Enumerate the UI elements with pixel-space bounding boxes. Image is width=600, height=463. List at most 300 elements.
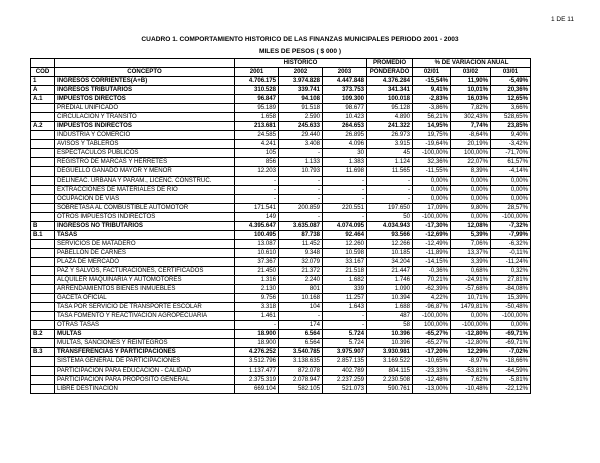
header-concepto: CONCEPTO xyxy=(55,68,235,77)
table-row xyxy=(31,303,531,312)
table-row xyxy=(31,312,531,321)
row-value-2001: 213.681 xyxy=(235,122,279,131)
row-var-02-01: -13,00% xyxy=(413,384,451,393)
row-value-2002: 94.108 xyxy=(279,95,323,104)
row-promedio: 11.565 xyxy=(367,167,413,176)
row-concept: ESPECTACULOS PUBLICOS xyxy=(55,149,235,158)
row-concept: PARTICIPACIÓN PARA PROPÓSITO GENERAL xyxy=(55,375,235,384)
row-concept: TASAS xyxy=(55,230,235,239)
row-var-02-01: -17,20% xyxy=(413,348,451,357)
header-cod: COD xyxy=(31,68,55,77)
row-code: A xyxy=(31,86,55,95)
row-value-2002: 10.168 xyxy=(279,294,323,303)
row-value-2001: 2.130 xyxy=(235,285,279,294)
row-var-03-02: 7,82% xyxy=(451,104,491,113)
row-concept: MULTAS, SANCIONES Y REINTEGROS xyxy=(55,339,235,348)
row-var-02-01: -23,33% xyxy=(413,366,451,375)
row-code xyxy=(31,104,55,113)
row-var-03-02: 12,29% xyxy=(451,348,491,357)
row-var-03-01: 0,00% xyxy=(491,185,531,194)
row-concept: PARTICIPACION PARA EDUCACIÓN - CALIDAD xyxy=(55,366,235,375)
row-value-2001: - xyxy=(235,176,279,185)
row-value-2001: 10.610 xyxy=(235,248,279,257)
row-code xyxy=(31,185,55,194)
table-row xyxy=(31,167,531,176)
table-row xyxy=(31,357,531,366)
row-value-2003: 339 xyxy=(323,285,367,294)
row-value-2002: 2.590 xyxy=(279,113,323,122)
row-value-2003: 1.682 xyxy=(323,276,367,285)
row-var-03-01: 3,66% xyxy=(491,104,531,113)
row-value-2003: 26.895 xyxy=(323,131,367,140)
table-row xyxy=(31,95,531,104)
row-code xyxy=(31,384,55,393)
row-var-02-01: -19,64% xyxy=(413,140,451,149)
row-code xyxy=(31,294,55,303)
row-concept: ALQUILER MAQUINARIA Y AUTOMOTORES xyxy=(55,276,235,285)
row-var-02-01: 56,21% xyxy=(413,113,451,122)
table-row xyxy=(31,86,531,95)
table-row xyxy=(31,203,531,212)
row-code xyxy=(31,339,55,348)
row-code xyxy=(31,194,55,203)
row-concept: DEGUELLO GANADO MAYOR Y MENOR xyxy=(55,167,235,176)
row-var-03-02: -10,48% xyxy=(451,384,491,393)
row-promedio: 4.034.943 xyxy=(367,221,413,230)
row-var-03-02: 7,74% xyxy=(451,122,491,131)
table-row xyxy=(31,104,531,113)
row-var-03-02: 0,00% xyxy=(451,312,491,321)
row-value-2002: 6.564 xyxy=(279,330,323,339)
row-concept: LIBRE DESTINACIÓN xyxy=(55,384,235,393)
row-var-02-01: -3,86% xyxy=(413,104,451,113)
row-value-2003: 11.698 xyxy=(323,167,367,176)
row-var-03-01: -7,32% xyxy=(491,221,531,230)
table-row xyxy=(31,212,531,221)
row-var-03-02: 5,39% xyxy=(451,230,491,239)
row-concept: TRANSFERENCIAS Y PARTICIPACIONES xyxy=(55,348,235,357)
table-row xyxy=(31,266,531,275)
row-var-03-01: -69,71% xyxy=(491,339,531,348)
row-var-03-01: -5,49% xyxy=(491,77,531,86)
table-row xyxy=(31,77,531,86)
row-value-2002: 2.078.947 xyxy=(279,375,323,384)
header-blank-cod xyxy=(31,59,55,68)
row-var-02-01: -62,39% xyxy=(413,285,451,294)
table-title: CUADRO 1. COMPORTAMIENTO HISTORICO DE LAS FINANZAS MUNICIPALES PERIODO 2001 - 2003 xyxy=(141,36,459,43)
header-blank-concept xyxy=(55,59,235,68)
row-var-02-01: 9,41% xyxy=(413,86,451,95)
row-var-03-01: -5,81% xyxy=(491,375,531,384)
table-row xyxy=(31,122,531,131)
row-var-03-02: 1479,81% xyxy=(451,303,491,312)
row-var-03-01: -6,32% xyxy=(491,239,531,248)
row-value-2003: 109.300 xyxy=(323,95,367,104)
row-value-2001: 13.087 xyxy=(235,239,279,248)
table-row xyxy=(31,149,531,158)
row-promedio: 93.566 xyxy=(367,230,413,239)
row-var-03-02: -100,00% xyxy=(451,321,491,330)
row-concept: PABELLÓN DE CARNES xyxy=(55,248,235,257)
row-var-03-01: -100,00% xyxy=(491,212,531,221)
table-row xyxy=(31,339,531,348)
row-value-2003: 4.074.095 xyxy=(323,221,367,230)
header-var-03-02: 03/02 xyxy=(451,68,491,77)
row-value-2003: 4.447.848 xyxy=(323,77,367,86)
row-var-03-01: -50,48% xyxy=(491,303,531,312)
row-value-2003: 5.724 xyxy=(323,339,367,348)
row-var-03-02: -8,64% xyxy=(451,131,491,140)
row-promedio: 21.447 xyxy=(367,266,413,275)
row-value-2002: 3.974.828 xyxy=(279,77,323,86)
row-code: B xyxy=(31,221,55,230)
row-value-2002: - xyxy=(279,185,323,194)
row-code xyxy=(31,131,55,140)
table-row xyxy=(31,158,531,167)
row-value-2003: 4.096 xyxy=(323,140,367,149)
table-row xyxy=(31,348,531,357)
row-value-2001: 37.367 xyxy=(235,257,279,266)
row-promedio: 3.915 xyxy=(367,140,413,149)
row-code xyxy=(31,357,55,366)
row-value-2001: 18.900 xyxy=(235,339,279,348)
row-promedio: - xyxy=(367,176,413,185)
row-value-2003: 2.237.259 xyxy=(323,375,367,384)
row-value-2001: - xyxy=(235,321,279,330)
row-promedio: 4.376.284 xyxy=(367,77,413,86)
row-value-2002: 801 xyxy=(279,285,323,294)
row-promedio: 26.973 xyxy=(367,131,413,140)
row-var-02-01: 14,95% xyxy=(413,122,451,131)
row-code xyxy=(31,321,55,330)
header-2002: 2002 xyxy=(279,68,323,77)
row-var-02-01: -12,48% xyxy=(413,375,451,384)
page-number: 1 DE 11 xyxy=(550,16,574,23)
row-value-2003: 10.423 xyxy=(323,113,367,122)
row-var-03-01: 0,00% xyxy=(491,194,531,203)
row-var-03-01: 15,39% xyxy=(491,294,531,303)
row-promedio: 241.322 xyxy=(367,122,413,131)
row-var-02-01: -96,87% xyxy=(413,303,451,312)
row-var-03-01: -69,71% xyxy=(491,330,531,339)
row-var-02-01: 100,00% xyxy=(413,321,451,330)
row-value-2002: - xyxy=(279,194,323,203)
row-value-2001: 18.900 xyxy=(235,330,279,339)
row-var-03-01: -7,02% xyxy=(491,348,531,357)
row-var-02-01: 70,21% xyxy=(413,276,451,285)
row-value-2002: 91.518 xyxy=(279,104,323,113)
row-value-2002: 3.540.785 xyxy=(279,348,323,357)
header-ponderado: PONDERADO xyxy=(367,68,413,77)
row-var-03-01: -71,70% xyxy=(491,149,531,158)
row-promedio: 590.761 xyxy=(367,384,413,393)
row-value-2001: - xyxy=(235,185,279,194)
table-row xyxy=(31,131,531,140)
row-value-2001: 4.241 xyxy=(235,140,279,149)
row-value-2003: 402.789 xyxy=(323,366,367,375)
row-var-03-02: -53,81% xyxy=(451,366,491,375)
table-row xyxy=(31,239,531,248)
row-value-2003: 21.518 xyxy=(323,266,367,275)
row-var-03-01: -100,00% xyxy=(491,312,531,321)
row-var-03-01: 28,57% xyxy=(491,203,531,212)
table-body xyxy=(31,77,531,394)
row-promedio: - xyxy=(367,194,413,203)
row-value-2002: 872.078 xyxy=(279,366,323,375)
row-value-2001: 1.461 xyxy=(235,312,279,321)
row-var-03-02: 10,01% xyxy=(451,86,491,95)
row-var-02-01: -2,83% xyxy=(413,95,451,104)
row-value-2003: - xyxy=(323,321,367,330)
row-code xyxy=(31,176,55,185)
row-value-2003: 1.643 xyxy=(323,303,367,312)
row-var-03-02: 0,00% xyxy=(451,212,491,221)
row-var-03-01: 23,85% xyxy=(491,122,531,131)
row-promedio: 10.394 xyxy=(367,294,413,303)
row-var-02-01: -15,54% xyxy=(413,77,451,86)
row-var-03-01: 528,65% xyxy=(491,113,531,122)
row-var-03-02: 22,07% xyxy=(451,158,491,167)
row-concept: DELINEAC. URBANA Y PARAM., LICENC. CONSTRUC. xyxy=(55,176,235,185)
row-value-2002: 1.133 xyxy=(279,158,323,167)
row-value-2001: 4.276.252 xyxy=(235,348,279,357)
row-var-03-02: -24,91% xyxy=(451,276,491,285)
row-value-2002: 2.240 xyxy=(279,276,323,285)
row-var-03-01: -18,66% xyxy=(491,357,531,366)
row-concept: EXTRACCIONES DE MATERIALES DE RIO xyxy=(55,185,235,194)
row-code: B.1 xyxy=(31,230,55,239)
row-concept: INDUSTRIA Y COMERCIO xyxy=(55,131,235,140)
header-var-02-01: 02/01 xyxy=(413,68,451,77)
row-var-02-01: -65,27% xyxy=(413,330,451,339)
row-var-03-01: 0,32% xyxy=(491,266,531,275)
row-promedio: 12.266 xyxy=(367,239,413,248)
row-promedio: 34.204 xyxy=(367,257,413,266)
row-promedio: 487 xyxy=(367,312,413,321)
row-value-2003: 521.073 xyxy=(323,384,367,393)
row-promedio: 804.115 xyxy=(367,366,413,375)
row-concept: OTROS IMPUESTOS INDIRECTOS xyxy=(55,212,235,221)
row-value-2001: 1.316 xyxy=(235,276,279,285)
row-value-2002: 174 xyxy=(279,321,323,330)
row-code xyxy=(31,312,55,321)
row-var-02-01: -17,30% xyxy=(413,221,451,230)
row-value-2002: 582.105 xyxy=(279,384,323,393)
row-value-2003: 5.724 xyxy=(323,330,367,339)
row-value-2001: 24.585 xyxy=(235,131,279,140)
row-value-2003: 264.653 xyxy=(323,122,367,131)
row-value-2001: 95.189 xyxy=(235,104,279,113)
row-value-2001: 105 xyxy=(235,149,279,158)
row-value-2001: 149 xyxy=(235,212,279,221)
row-concept: PLAZA DE MERCADO xyxy=(55,257,235,266)
row-concept: PAZ Y SALVOS, FACTURACIONES, CERTIFICADOS xyxy=(55,266,235,275)
row-promedio: 341.341 xyxy=(367,86,413,95)
row-value-2001: 4.706.175 xyxy=(235,77,279,86)
row-value-2003: - xyxy=(323,176,367,185)
row-var-03-01: -11,24% xyxy=(491,257,531,266)
row-var-03-01: 9,40% xyxy=(491,131,531,140)
table-row xyxy=(31,113,531,122)
row-value-2003: 12.260 xyxy=(323,239,367,248)
row-promedio: 100.018 xyxy=(367,95,413,104)
header-variacion: % DE VARIACION ANUAL xyxy=(413,59,531,68)
row-value-2001: 856 xyxy=(235,158,279,167)
row-value-2002: - xyxy=(279,149,323,158)
row-var-03-01: -4,14% xyxy=(491,167,531,176)
table-row xyxy=(31,276,531,285)
row-promedio: 45 xyxy=(367,149,413,158)
row-code xyxy=(31,248,55,257)
header-2003: 2003 xyxy=(323,68,367,77)
row-var-02-01: 0,00% xyxy=(413,176,451,185)
row-value-2002: 200.859 xyxy=(279,203,323,212)
row-concept: AVISOS Y TABLEROS xyxy=(55,140,235,149)
table-row xyxy=(31,285,531,294)
row-code xyxy=(31,239,55,248)
header-promedio: PROMEDIO xyxy=(367,59,413,68)
row-value-2002: 11.452 xyxy=(279,239,323,248)
row-value-2002: 21.372 xyxy=(279,266,323,275)
row-promedio: 2.230.508 xyxy=(367,375,413,384)
row-code xyxy=(31,266,55,275)
row-value-2003: 11.257 xyxy=(323,294,367,303)
row-code xyxy=(31,375,55,384)
row-concept: IMPUESTOS DIRECTOS xyxy=(55,95,235,104)
row-promedio: 1.688 xyxy=(367,303,413,312)
row-var-02-01: 0,00% xyxy=(413,185,451,194)
table-row xyxy=(31,230,531,239)
row-value-2003: 373.753 xyxy=(323,86,367,95)
row-var-03-01: -22,12% xyxy=(491,384,531,393)
row-value-2002: 10.793 xyxy=(279,167,323,176)
row-var-03-02: 0,00% xyxy=(451,176,491,185)
row-var-03-01: -0,11% xyxy=(491,248,531,257)
row-concept: OCUPACION DE VIAS xyxy=(55,194,235,203)
row-var-03-02: -12,80% xyxy=(451,339,491,348)
row-code xyxy=(31,257,55,266)
row-var-02-01: -11,55% xyxy=(413,167,451,176)
row-value-2001: 669.104 xyxy=(235,384,279,393)
row-var-03-02: -12,80% xyxy=(451,330,491,339)
row-var-03-02: 16,03% xyxy=(451,95,491,104)
row-code xyxy=(31,303,55,312)
row-value-2001: 3.318 xyxy=(235,303,279,312)
row-value-2003: 33.167 xyxy=(323,257,367,266)
row-concept: SOBRETASA AL COMBUSTIBLE AUTOMOTOR xyxy=(55,203,235,212)
row-var-03-02: 7,06% xyxy=(451,239,491,248)
row-promedio: 1.746 xyxy=(367,276,413,285)
header-historico: HISTORICO xyxy=(235,59,367,68)
row-concept: OTRAS TASAS xyxy=(55,321,235,330)
row-code xyxy=(31,203,55,212)
row-code xyxy=(31,276,55,285)
row-code: A.1 xyxy=(31,95,55,104)
row-concept: MULTAS xyxy=(55,330,235,339)
row-value-2003: 1.383 xyxy=(323,158,367,167)
row-var-02-01: -12,49% xyxy=(413,239,451,248)
row-var-02-01: -11,89% xyxy=(413,248,451,257)
table-row xyxy=(31,321,531,330)
row-code xyxy=(31,140,55,149)
row-code: A.2 xyxy=(31,122,55,131)
row-var-03-01: 0,00% xyxy=(491,176,531,185)
table-subtitle: MILES DE PESOS ( $ 000 ) xyxy=(258,48,342,55)
row-value-2001: 9.756 xyxy=(235,294,279,303)
row-var-03-02: -8,97% xyxy=(451,357,491,366)
row-concept: ARRENDAMIENTOS BIENES INMUEBLES xyxy=(55,285,235,294)
table-row xyxy=(31,375,531,384)
table-row xyxy=(31,330,531,339)
row-promedio: 50 xyxy=(367,212,413,221)
row-value-2002: 3.138.635 xyxy=(279,357,323,366)
row-value-2001: 2.375.319 xyxy=(235,375,279,384)
row-promedio: 3.930.981 xyxy=(367,348,413,357)
table-row xyxy=(31,294,531,303)
row-var-03-02: 3,39% xyxy=(451,257,491,266)
row-concept: INGRESOS NO TRIBUTARIOS xyxy=(55,221,235,230)
row-var-02-01: -100,00% xyxy=(413,149,451,158)
row-concept: TASA FOMENTO Y REACTIVACIÓN AGROPECUARIA xyxy=(55,312,235,321)
row-var-03-01: 27,81% xyxy=(491,276,531,285)
row-code xyxy=(31,285,55,294)
row-concept: INGRESOS CORRIENTES(A+B) xyxy=(55,77,235,86)
row-var-03-02: 12,08% xyxy=(451,221,491,230)
row-var-03-02: 100,00% xyxy=(451,149,491,158)
row-value-2001: - xyxy=(235,194,279,203)
table-row xyxy=(31,176,531,185)
row-value-2002: 104 xyxy=(279,303,323,312)
row-var-03-01: 61,57% xyxy=(491,158,531,167)
row-concept: TASA POR SERVICIO DE TRANSPORTE ESCOLAR xyxy=(55,303,235,312)
row-promedio: 10.396 xyxy=(367,339,413,348)
table-row xyxy=(31,248,531,257)
row-value-2001: 3.512.796 xyxy=(235,357,279,366)
header-var-03-01: 03/01 xyxy=(491,68,531,77)
finance-table xyxy=(30,58,531,394)
row-var-03-02: 11,90% xyxy=(451,77,491,86)
row-var-03-02: 10,71% xyxy=(451,294,491,303)
row-promedio: 197.650 xyxy=(367,203,413,212)
row-var-02-01: 32,36% xyxy=(413,158,451,167)
row-var-03-02: 9,80% xyxy=(451,203,491,212)
row-value-2002: - xyxy=(279,212,323,221)
row-var-03-01: 0,00% xyxy=(491,321,531,330)
row-concept: CIRCULACION Y TRANSITO xyxy=(55,113,235,122)
table-row xyxy=(31,221,531,230)
row-concept: INGRESOS TRIBUTARIOS xyxy=(55,86,235,95)
row-value-2003: 3.975.907 xyxy=(323,348,367,357)
row-var-02-01: 4,22% xyxy=(413,294,451,303)
table-row xyxy=(31,257,531,266)
table-row xyxy=(31,384,531,393)
row-concept: SERVICIOS DE MATADERO xyxy=(55,239,235,248)
row-value-2003: 220.551 xyxy=(323,203,367,212)
row-code xyxy=(31,212,55,221)
row-var-03-02: 302,43% xyxy=(451,113,491,122)
row-var-03-01: -3,42% xyxy=(491,140,531,149)
row-promedio: 58 xyxy=(367,321,413,330)
row-promedio: 1.090 xyxy=(367,285,413,294)
row-value-2001: 4.395.647 xyxy=(235,221,279,230)
row-promedio: - xyxy=(367,185,413,194)
row-value-2002: 3.408 xyxy=(279,140,323,149)
row-value-2002: 9.348 xyxy=(279,248,323,257)
row-code xyxy=(31,113,55,122)
row-value-2001: 96.847 xyxy=(235,95,279,104)
row-value-2001: 171.541 xyxy=(235,203,279,212)
row-value-2001: 310.528 xyxy=(235,86,279,95)
